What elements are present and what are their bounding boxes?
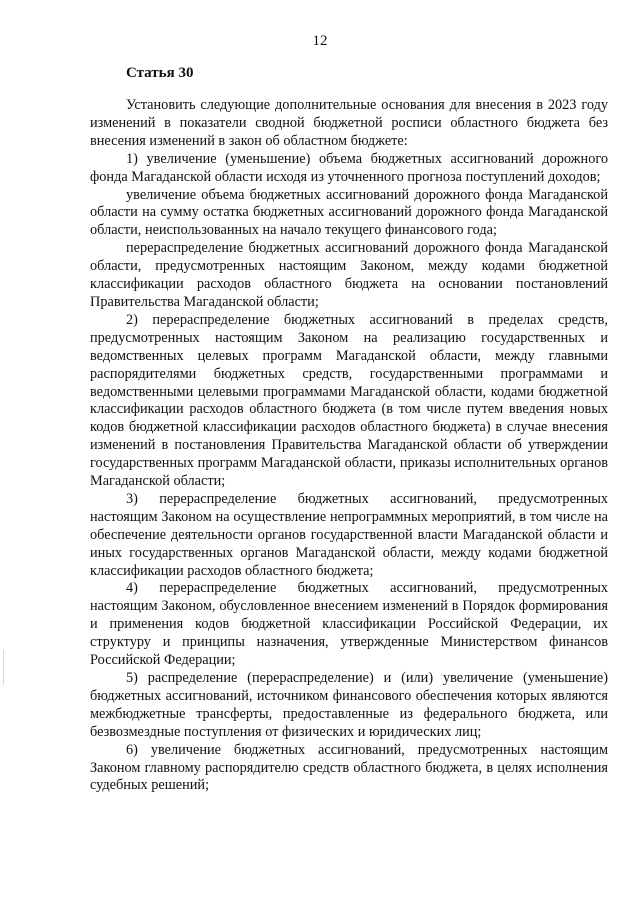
intro-paragraph: Установить следующие дополнительные основания для внесения в 2023 году изменений в показатели сводной бюджетной росписи областного бюджета без внесения изменений в закон об областном бюджете: bbox=[90, 97, 608, 149]
paragraph-item-3: 3) перераспределение бюджетных ассигнований, предусмотренных настоящим Законом на осуществление непрограммных мероприятий, в том числе на обеспечение деятельности органов государственной власти Магаданской области и иных государственных органов Магаданской области, между кодами бюджетной классификации расходов областного бюджета; bbox=[90, 490, 608, 579]
paragraph-item-5: 5) распределение (перераспределение) и (или) увеличение (уменьшение) бюджетных ассигнований, источником финансового обеспечения которых являются межбюджетные трансферты, предоставленные из федерального бюджета, или безвозмездные поступления от физических и юридических лиц; bbox=[90, 670, 608, 740]
paragraph-item-1-increase: увеличение объема бюджетных ассигнований дорожного фонда Магаданской области на сумму остатка бюджетных ассигнований дорожного фонда Магаданской области, неиспользованных на начало текущего финансового года; bbox=[90, 186, 608, 239]
paragraph-item-1: 1) увеличение (уменьшение) объема бюджетных ассигнований дорожного фонда Магаданской области исходя из уточненного прогноза поступлений доходов; bbox=[90, 150, 608, 185]
scan-margin-mark bbox=[3, 650, 4, 685]
article-body bbox=[90, 97, 608, 795]
paragraph-item-2: 2) перераспределение бюджетных ассигнований в пределах средств, предусмотренных настоящим Законом на реализацию государственных и ведомственных целевых программ Магаданской области, между главными распорядителями бюджетных средств, государственными программами и ведомственными целевыми программами Магаданской области, кодами бюджетной классификации расходов областного бюджета (в том числе путем введения новых кодов бюджетной классификации расходов областного бюджета) в случае внесения изменений в постановления Правительства Магаданской области об утверждении государственных программ Магаданской области, приказы исполнительных органов Магаданской области; bbox=[90, 311, 608, 490]
paragraph-item-4: 4) перераспределение бюджетных ассигнований, предусмотренных настоящим Законом, обусловленное внесением изменений в Порядок формирования и применения кодов бюджетной классификации Российской Федерации, их структуру и принципы назначения, утвержденные Министерством финансов Российской Федерации; bbox=[90, 580, 608, 669]
page-number: 12 bbox=[312, 33, 328, 49]
paragraph-item-6: 6) увеличение бюджетных ассигнований, предусмотренных настоящим Законом главному распорядителю средств областного бюджета, в целях исполнения судебных решений; bbox=[90, 741, 608, 794]
paragraph-item-1-redistribution: перераспределение бюджетных ассигнований дорожного фонда Магаданской области, предусмотренных настоящим Законом, между кодами бюджетной классификации расходов областного бюджета на основании постановлений Правительства Магаданской области; bbox=[90, 240, 608, 310]
article-title: Статья 30 bbox=[126, 65, 194, 81]
